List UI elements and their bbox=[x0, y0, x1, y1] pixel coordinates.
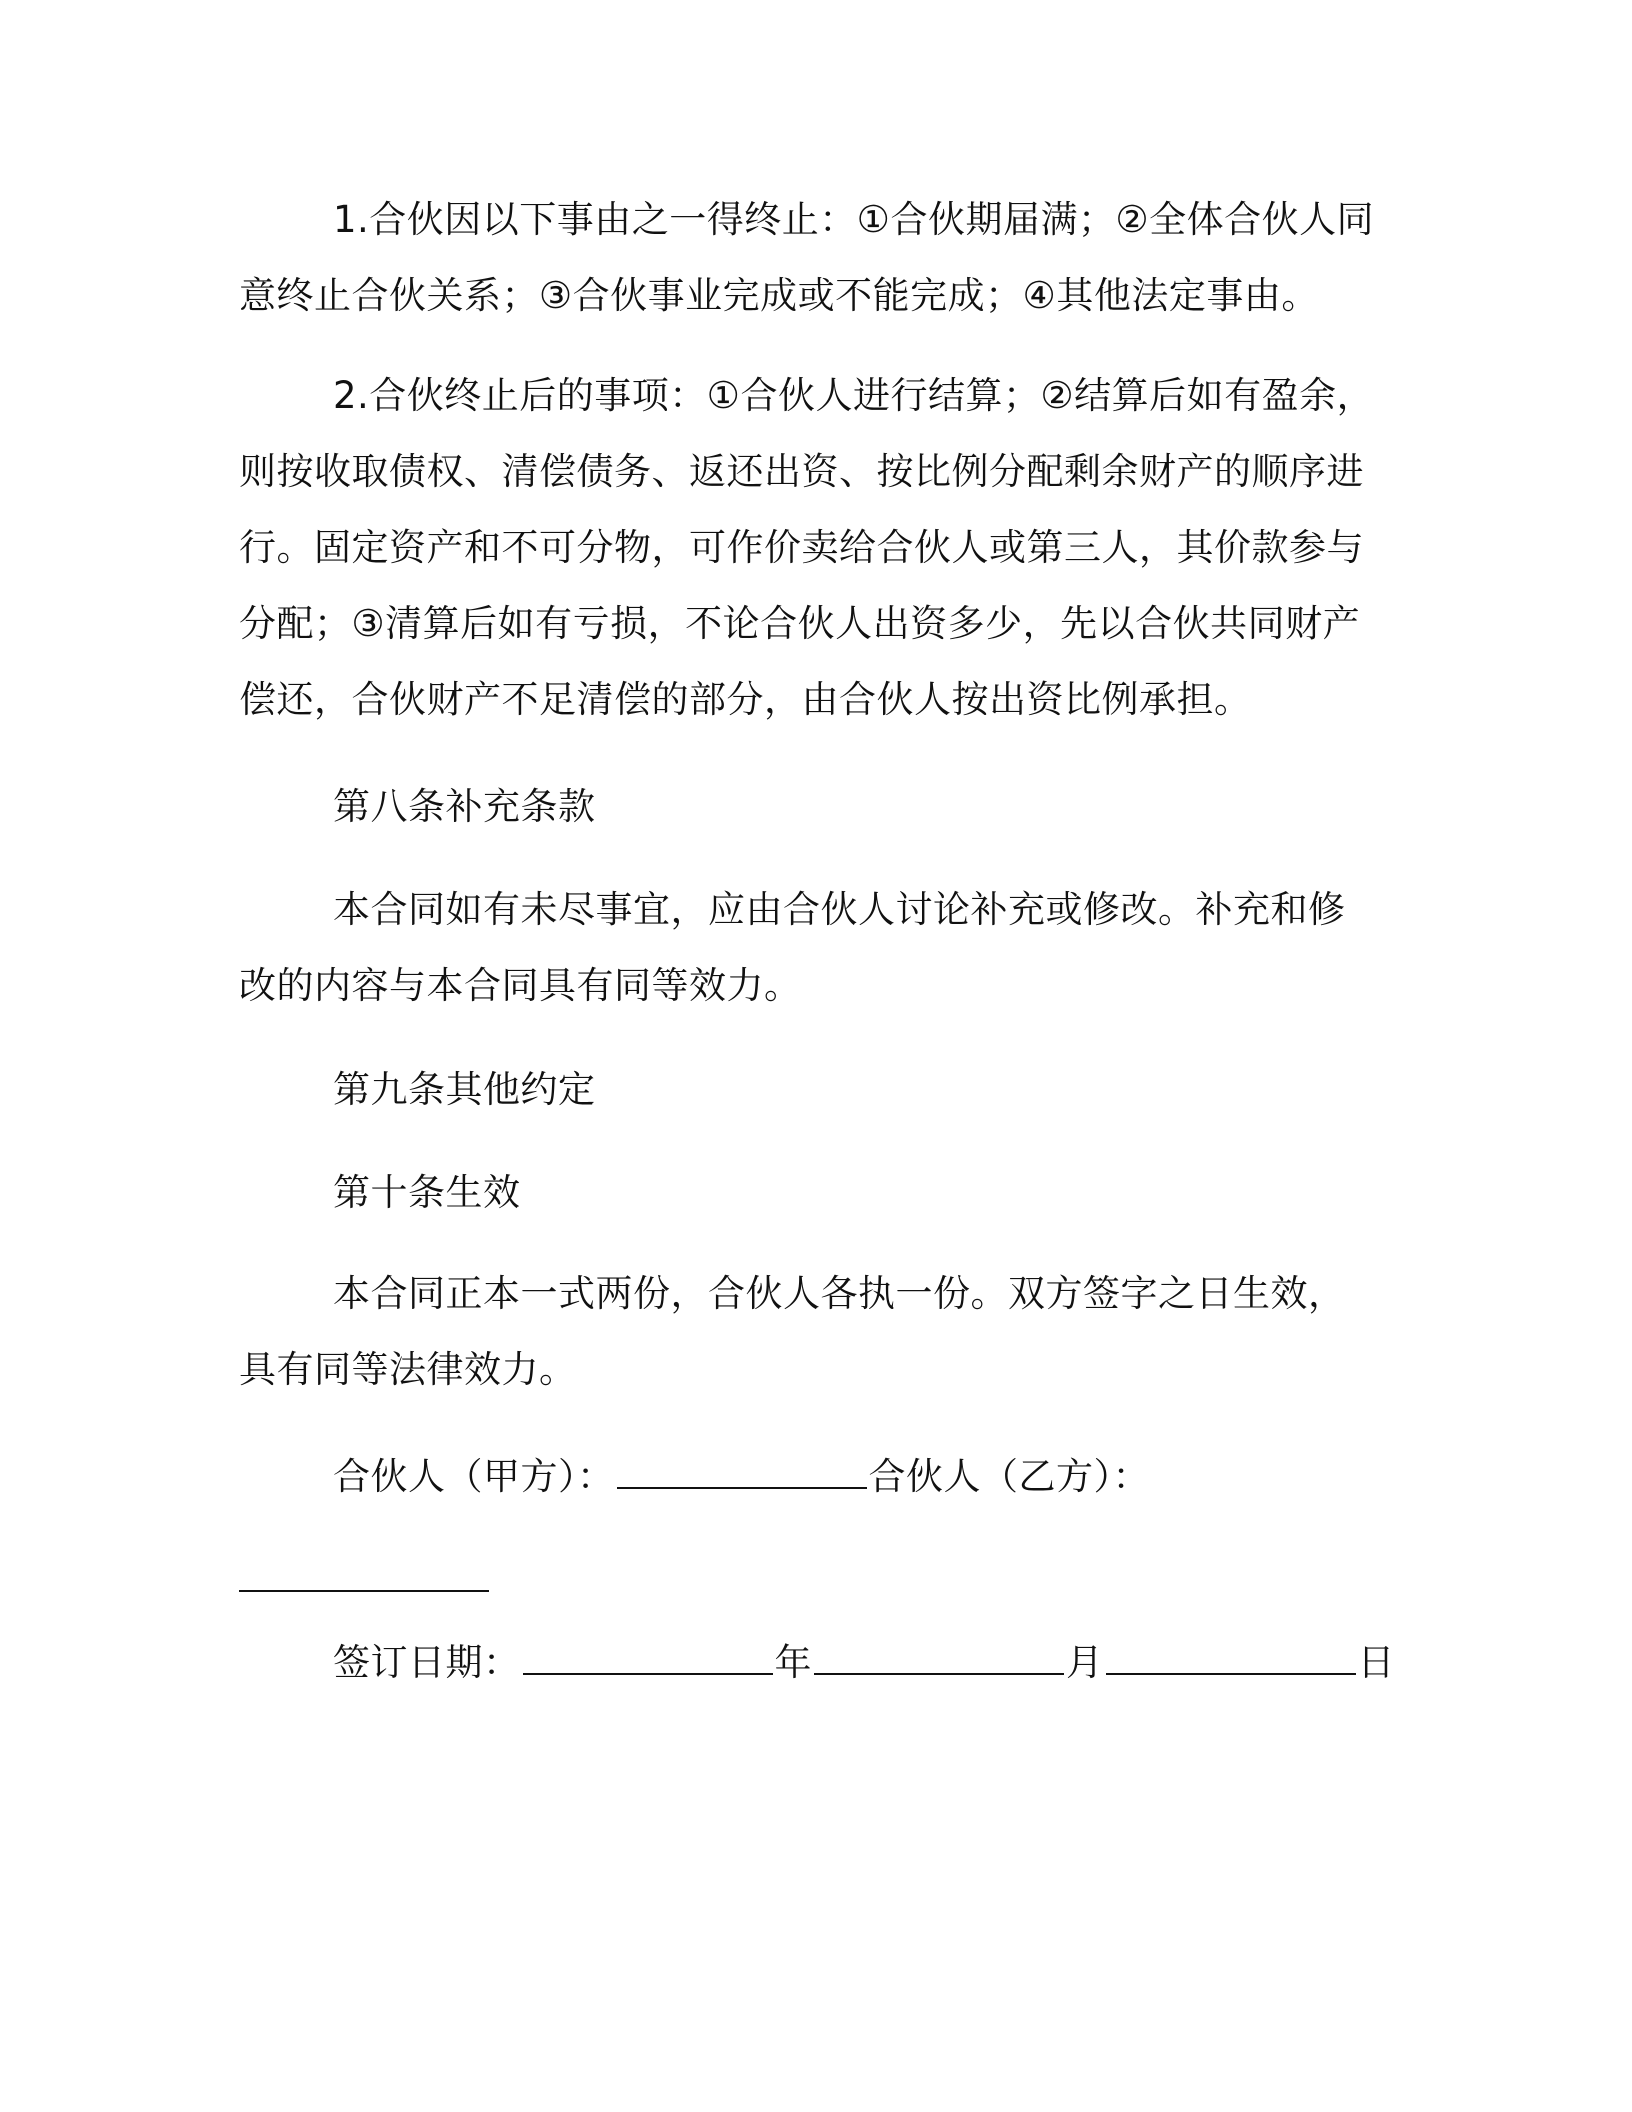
article-8-heading: 第八条补充条款 bbox=[333, 785, 596, 828]
party-b-signature-blank[interactable] bbox=[239, 1590, 489, 1592]
party-a-label: 合伙人（甲方）： bbox=[333, 1455, 615, 1498]
article-9-heading: 第九条其他约定 bbox=[333, 1068, 596, 1111]
article-8-body: 本合同如有未尽事宜，应由合伙人讨论补充或修改。补充和修改的内容与本合同具有同等效力。 bbox=[239, 888, 1346, 1007]
year-label: 年 bbox=[774, 1641, 812, 1684]
signature-line bbox=[333, 1447, 1150, 1507]
month-blank[interactable] bbox=[814, 1633, 1064, 1675]
clause-post-termination-matters: 2.合伙终止后的事项：①合伙人进行结算；②结算后如有盈余，则按收取债权、清偿债务、返还出资、按比例分配剩余财产的顺序进行。固定资产和不可分物，可作价卖给合伙人或第三人，其价款参与分配；③清算后如有亏损，不论合伙人出资多少，先以合伙共同财产偿还，合伙财产不足清偿的部分，由合伙人按出资比例承担。 bbox=[239, 374, 1375, 721]
year-blank[interactable] bbox=[523, 1633, 773, 1675]
clause-termination-reasons: 1.合伙因以下事由之一得终止：①合伙期届满；②全体合伙人同意终止合伙关系；③合伙事业完成或不能完成；④其他法定事由。 bbox=[239, 198, 1375, 317]
article-10-heading: 第十条生效 bbox=[333, 1171, 521, 1214]
party-b-label: 合伙人（乙方）： bbox=[868, 1455, 1150, 1498]
day-label: 日 bbox=[1357, 1641, 1395, 1684]
day-blank[interactable] bbox=[1106, 1633, 1356, 1675]
month-label: 月 bbox=[1066, 1641, 1104, 1684]
party-a-signature-blank[interactable] bbox=[617, 1447, 867, 1489]
article-10-body: 本合同正本一式两份，合伙人各执一份。双方签字之日生效，具有同等法律效力。 bbox=[239, 1272, 1346, 1391]
signing-date-line bbox=[333, 1633, 1395, 1693]
signing-date-label: 签订日期： bbox=[333, 1641, 521, 1684]
